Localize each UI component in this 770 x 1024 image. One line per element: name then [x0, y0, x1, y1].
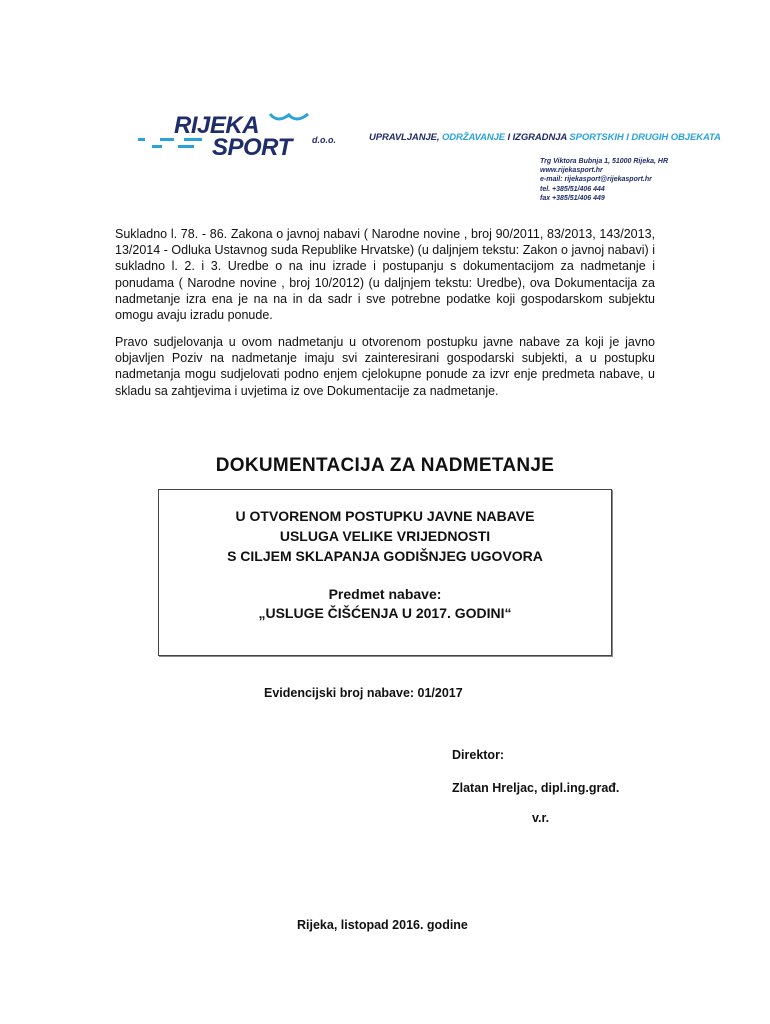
subject-label: Predmet nabave: — [328, 586, 442, 602]
procedure-line: U OTVORENOM POSTUPKU JAVNE NABAVE — [235, 508, 535, 524]
company-suffix: d.o.o. — [312, 135, 336, 145]
signature-note: v.r. — [532, 811, 550, 825]
document-title: DOKUMENTACIJA ZA NADMETANJE — [215, 455, 555, 476]
goal-line: S CILJEM SKLAPANJA GODIŠNJEG UGOVORA — [227, 548, 543, 564]
contact-email: e-mail: rijekasport@rijekasport.hr — [540, 176, 652, 184]
company-logo — [138, 108, 338, 164]
intro-paragraph: Sukladno l. 78. - 86. Zakona o javnoj nabavi ( Narodne novine , broj 90/2011, 83/2013, 143/2013, 13/2014 - Odluka Ustavnog suda Republike Hrvatske) (u daljnjem tekstu: Zakon o javnoj nabavi) i sukladno l. 2. i 3. Uredbe o na inu izrade i postupanju s dokumentacijom za nadmetanje i ponudama ( Narodne novine , broj 10/2012) (u daljnjem tekstu: Uredbe), ova Dokumentacija za nadmetanje izra ena je na na in da sadr i sve potrebne podatke koji gospodarskom subjektu omogu avaju izradu ponude. — [115, 227, 655, 323]
contact-fax: fax +385/51/406 449 — [540, 194, 605, 202]
place-date: Rijeka, listopad 2016. godine — [297, 918, 468, 932]
tagline-part1: UPRAVLJANJE, — [369, 132, 442, 143]
tagline-part3: I IZGRADNJA — [505, 132, 570, 143]
logo-text-top: RIJEKA — [174, 112, 260, 139]
director-name: Zlatan Hreljac, dipl.ing.građ. — [452, 781, 620, 795]
director-label: Direktor: — [452, 748, 505, 762]
logo-text-bottom: SPORT — [212, 134, 292, 161]
tagline-part2: ODRŽAVANJE — [441, 132, 506, 143]
subject-value: „USLUGE ČIŠĆENJA U 2017. GODINI“ — [258, 605, 512, 621]
procurement-box — [158, 489, 612, 656]
value-line: USLUGA VELIKE VRIJEDNOSTI — [279, 528, 491, 544]
contact-block — [540, 157, 668, 203]
tagline-part4: SPORTSKIH I DRUGIH OBJEKATA — [569, 132, 721, 143]
company-tagline — [369, 132, 721, 143]
evidence-number: Evidencijski broj nabave: 01/2017 — [264, 686, 463, 700]
contact-web: www.rijekasport.hr — [540, 167, 603, 175]
participation-paragraph: Pravo sudjelovanja u ovom nadmetanju u otvorenom postupku javne nabave za koji je javno objavljen Poziv na nadmetanje imaju svi zainteresirani gospodarski subjekti, a u postupku nadmetanja mogu sudjelovati podno enjem cjelokupne ponude za izvr enje predmeta nabave, u skladu sa zahtjevima i uvjetima iz ove Dokumentacije za nadmetanje. — [115, 335, 655, 398]
contact-tel: tel. +385/51/406 444 — [540, 185, 605, 193]
contact-address: Trg Viktora Bubnja 1, 51000 Rijeka, HR — [540, 158, 668, 165]
